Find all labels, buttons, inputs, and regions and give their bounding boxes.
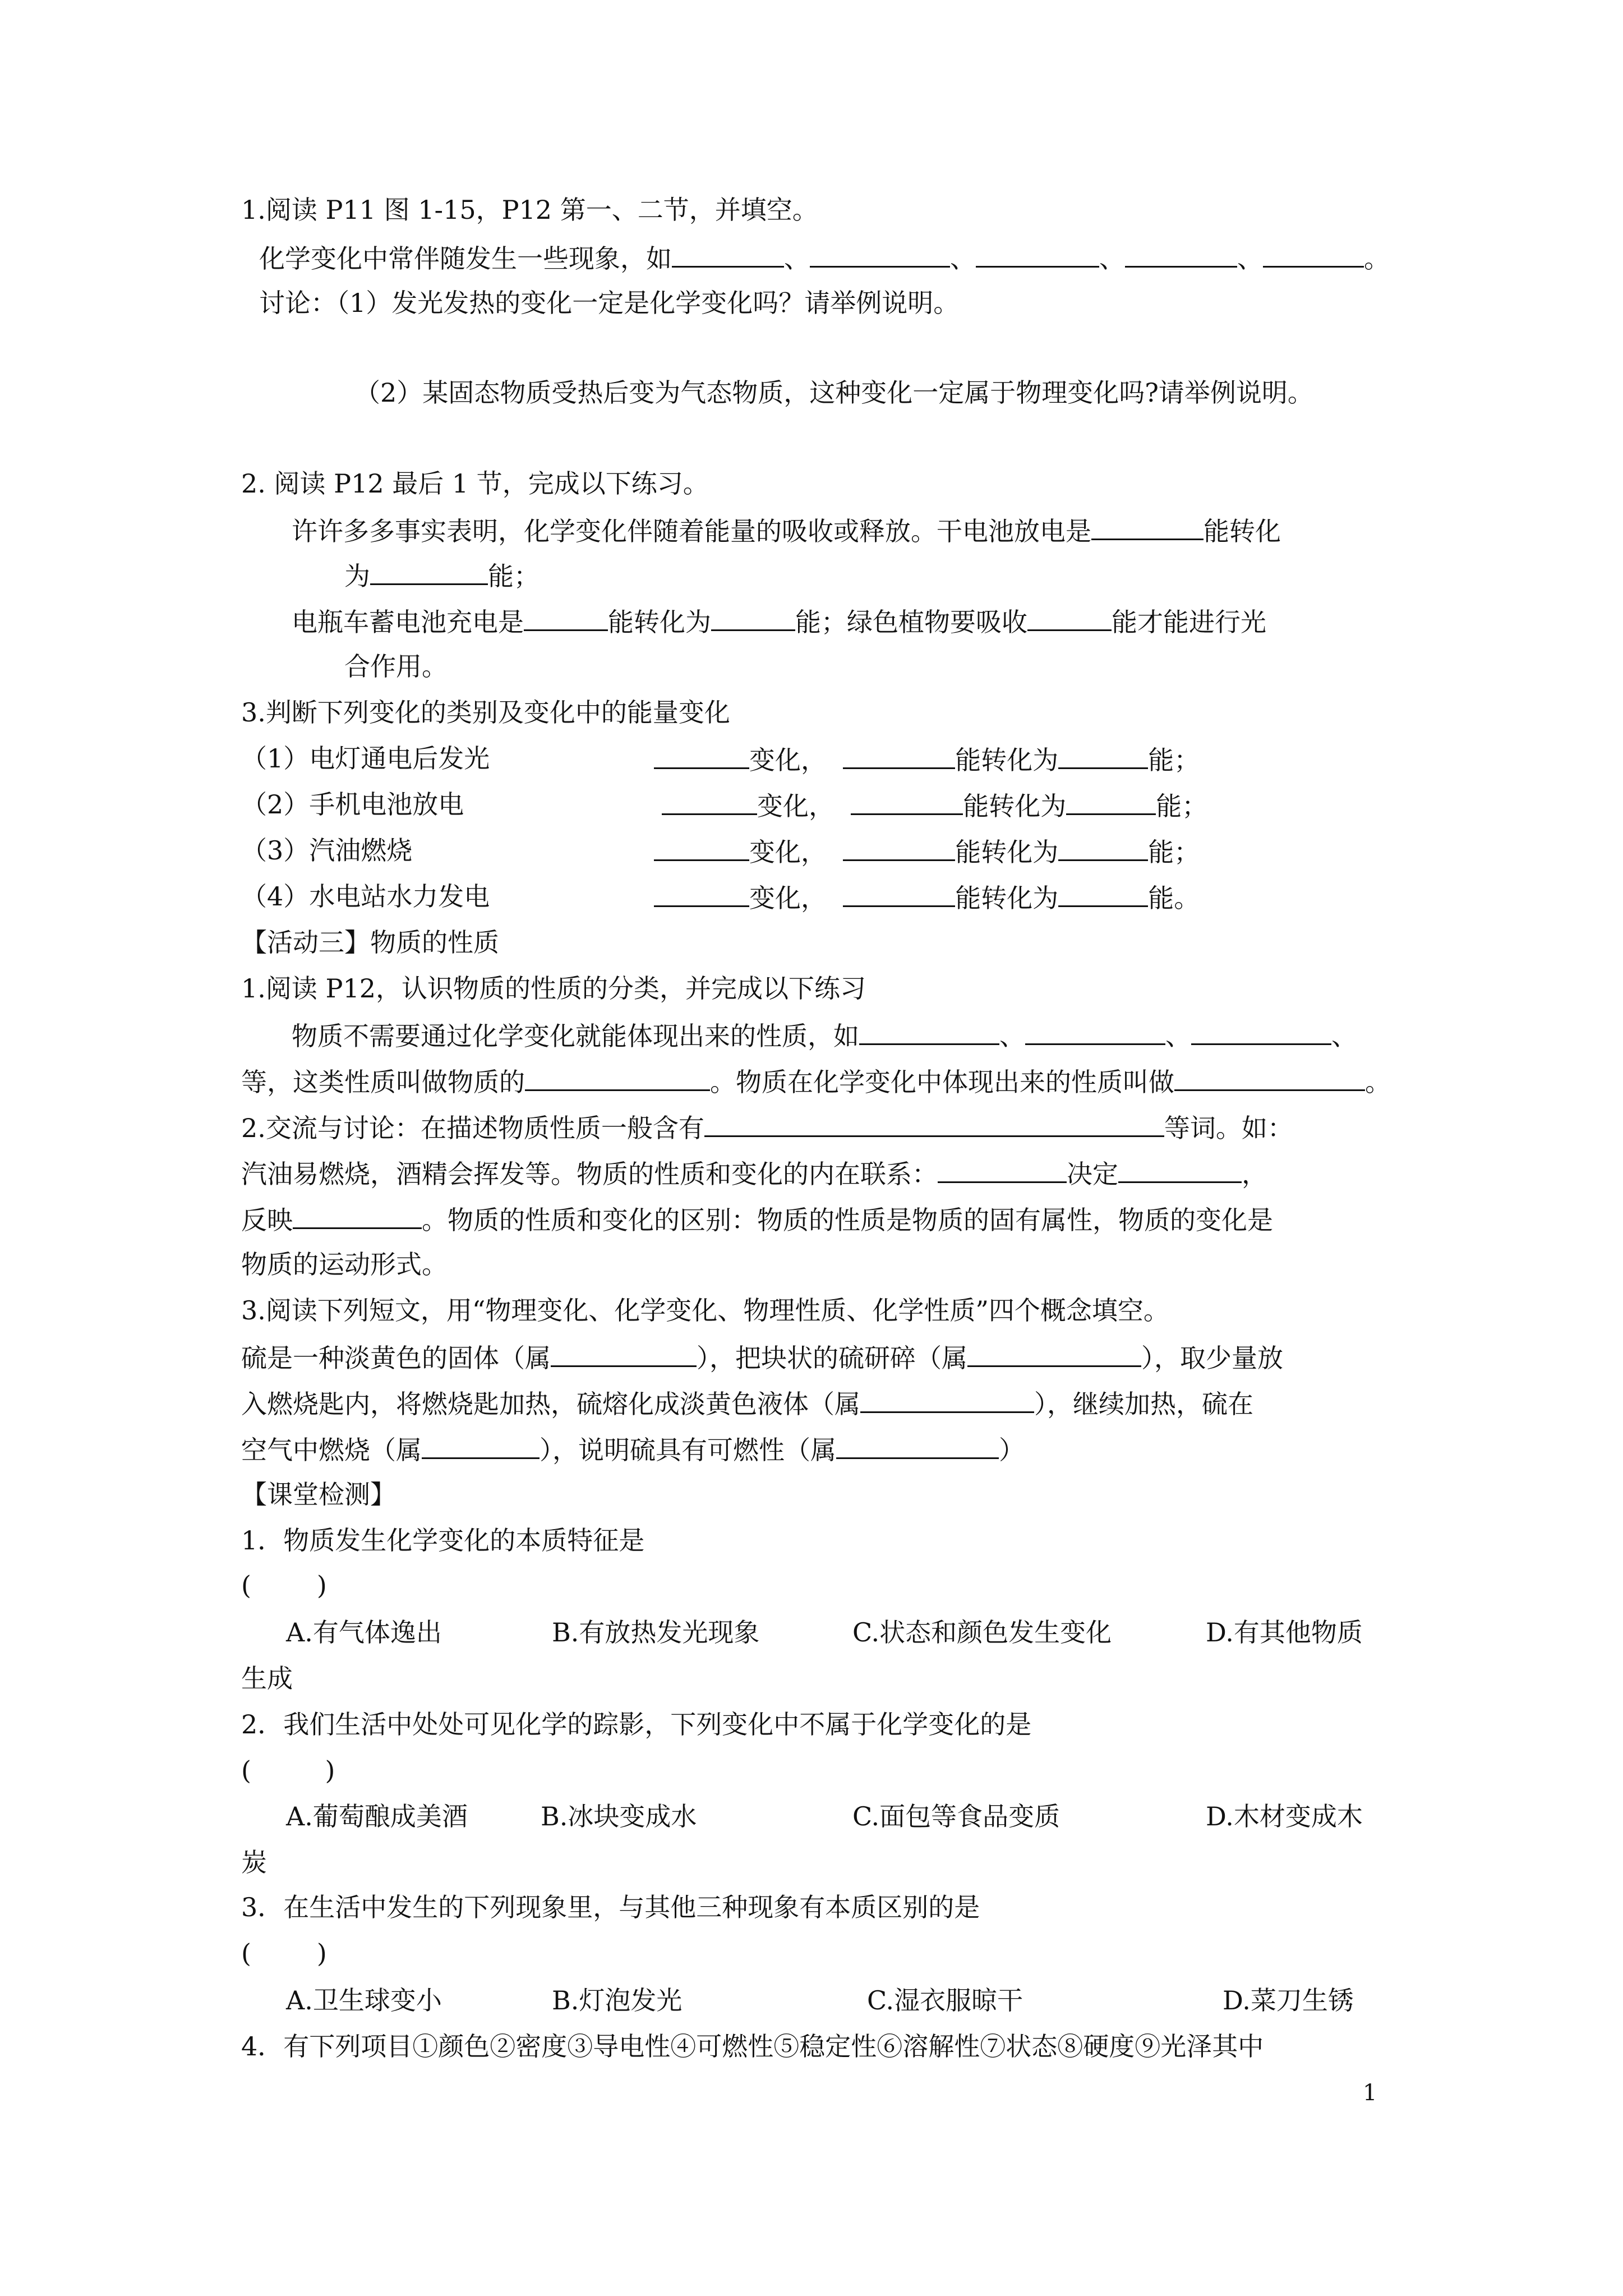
text-segment: （4）水电站水力发电 xyxy=(241,881,490,912)
text-line xyxy=(241,880,490,913)
text-segment: 物质不需要通过化学变化就能体现出来的性质，如 xyxy=(292,1021,859,1051)
text-line xyxy=(1206,1800,1363,1833)
text-segment: 为 xyxy=(344,561,370,591)
text-segment: 电瓶车蓄电池充电是 xyxy=(292,607,524,637)
text-segment: 、 xyxy=(1099,243,1125,274)
page-number: 1 xyxy=(1363,2080,1377,2106)
text-segment: （2）手机电池放电 xyxy=(241,789,464,820)
text-line xyxy=(241,1248,448,1281)
fill-in-blank[interactable] xyxy=(370,558,488,585)
text-line xyxy=(241,1846,267,1879)
text-line xyxy=(654,880,1200,913)
fill-in-blank[interactable] xyxy=(654,742,749,769)
text-line xyxy=(241,1340,1283,1373)
text-line xyxy=(241,1432,1025,1465)
text-segment: C.状态和颜色发生变化 xyxy=(852,1617,1112,1648)
text-line xyxy=(541,1800,697,1833)
fill-in-blank[interactable] xyxy=(662,788,757,815)
fill-in-blank[interactable] xyxy=(1263,240,1364,268)
text-segment: ），继续加热，硫在 xyxy=(1034,1389,1253,1419)
fill-in-blank[interactable] xyxy=(843,834,955,861)
text-segment: D.菜刀生锈 xyxy=(1223,1985,1354,2016)
text-segment: 能； xyxy=(1148,837,1200,867)
text-line xyxy=(259,286,959,320)
text-line xyxy=(286,1984,442,2017)
text-line xyxy=(292,513,1281,546)
text-segment: 1.阅读 P11 图 1-15，P12 第一、二节，并填空。 xyxy=(241,195,818,225)
text-line xyxy=(344,558,540,591)
text-line xyxy=(662,788,1207,821)
text-segment: 3．在生活中发生的下列现象里，与其他三种现象有本质区别的是 xyxy=(241,1892,980,1922)
text-segment: 。 xyxy=(1364,243,1390,274)
text-line xyxy=(241,1524,644,1557)
fill-in-blank[interactable] xyxy=(1118,1156,1242,1183)
fill-in-blank[interactable] xyxy=(525,1064,710,1091)
text-segment: （3）汽油燃烧 xyxy=(241,835,413,866)
text-line xyxy=(241,1294,1169,1327)
fill-in-blank[interactable] xyxy=(704,1110,1164,1137)
text-segment: 反映 xyxy=(241,1205,293,1235)
fill-in-blank[interactable] xyxy=(551,1340,697,1367)
text-segment: 决定 xyxy=(1067,1159,1118,1189)
fill-in-blank[interactable] xyxy=(1058,742,1148,769)
text-segment: 、 xyxy=(950,243,976,274)
text-segment: 1.阅读 P12，认识物质的性质的分类，并完成以下练习 xyxy=(241,973,866,1004)
fill-in-blank[interactable] xyxy=(524,604,608,631)
text-segment: 能； xyxy=(1148,745,1200,775)
text-segment: A.有气体逸出 xyxy=(286,1617,442,1648)
text-segment: 、 xyxy=(1237,243,1263,274)
text-segment: 。物质的性质和变化的区别：物质的性质是物质的固有属性，物质的变化是 xyxy=(422,1205,1273,1235)
text-line xyxy=(241,1936,327,1970)
text-segment: ( ) xyxy=(241,1938,327,1968)
text-line xyxy=(241,193,818,227)
fill-in-blank[interactable] xyxy=(836,1432,999,1459)
text-segment: 4．有下列项目①颜色②密度③导电性④可燃性⑤稳定性⑥溶解性⑦状态⑧硬度⑨光泽其中 xyxy=(241,2031,1264,2062)
fill-in-blank[interactable] xyxy=(1066,788,1156,815)
text-line xyxy=(852,1800,1060,1833)
text-line xyxy=(241,1386,1253,1419)
fill-in-blank[interactable] xyxy=(1025,1018,1165,1045)
text-line xyxy=(241,1754,335,1787)
text-segment: 化学变化中常伴随发生一些现象，如 xyxy=(259,243,672,274)
fill-in-blank[interactable] xyxy=(654,880,749,907)
fill-in-blank[interactable] xyxy=(1174,1064,1365,1091)
text-segment: 2.交流与讨论：在描述物质性质一般含有 xyxy=(241,1113,704,1143)
text-segment: A.卫生球变小 xyxy=(286,1985,442,2016)
fill-in-blank[interactable] xyxy=(810,240,950,268)
text-segment: （2）某固态物质受热后变为气态物质，这种变化一定属于物理变化吗?请举例说明。 xyxy=(354,378,1313,408)
fill-in-blank[interactable] xyxy=(654,834,749,861)
text-segment: 等，这类性质叫做物质的 xyxy=(241,1067,525,1097)
text-segment: 2．我们生活中处处可见化学的踪影，下列变化中不属于化学变化的是 xyxy=(241,1709,1032,1740)
fill-in-blank[interactable] xyxy=(851,788,963,815)
text-segment: 能转化为 xyxy=(955,883,1059,913)
fill-in-blank[interactable] xyxy=(422,1432,540,1459)
text-segment: 许许多多事实表明，化学变化伴随着能量的吸收或释放。干电池放电是 xyxy=(292,516,1091,546)
fill-in-blank[interactable] xyxy=(1058,880,1148,907)
text-line xyxy=(241,467,709,500)
text-segment: 、 xyxy=(1165,1021,1191,1051)
text-segment: ( ) xyxy=(241,1755,335,1786)
text-line xyxy=(354,376,1313,409)
text-segment: C.湿衣服晾干 xyxy=(867,1985,1023,2016)
fill-in-blank[interactable] xyxy=(938,1156,1067,1183)
text-segment: 变化， xyxy=(749,883,843,913)
text-segment: 空气中燃烧（属 xyxy=(241,1435,422,1465)
text-line xyxy=(241,1568,327,1602)
text-segment: ），把块状的硫研碎（属 xyxy=(697,1343,967,1373)
text-segment: 能转化为 xyxy=(963,791,1067,821)
text-segment: 2. 阅读 P12 最后 1 节，完成以下练习。 xyxy=(241,468,709,499)
text-line xyxy=(292,604,1266,637)
text-segment: 能转化为 xyxy=(955,745,1059,775)
text-line xyxy=(292,1018,1357,1051)
text-line xyxy=(867,1984,1023,2017)
text-segment: ( ) xyxy=(241,1570,327,1600)
fill-in-blank[interactable] xyxy=(843,742,955,769)
text-segment: D.有其他物质 xyxy=(1206,1617,1363,1648)
text-line xyxy=(654,742,1200,775)
fill-in-blank[interactable] xyxy=(293,1202,422,1229)
text-line xyxy=(344,650,448,683)
text-segment: 能才能进行光 xyxy=(1112,607,1266,637)
text-line xyxy=(241,1202,1273,1235)
fill-in-blank[interactable] xyxy=(1191,1018,1331,1045)
text-segment: 能； xyxy=(1156,791,1208,821)
text-segment: （1）电灯通电后发光 xyxy=(241,743,490,774)
text-line xyxy=(852,1616,1112,1649)
text-line xyxy=(286,1616,442,1649)
fill-in-blank[interactable] xyxy=(672,240,784,268)
text-line xyxy=(552,1616,759,1649)
text-segment: 变化， xyxy=(749,745,843,775)
text-segment: 3.判断下列变化的类别及变化中的能量变化 xyxy=(241,697,730,728)
text-segment: A.葡萄酿成美酒 xyxy=(286,1801,468,1832)
text-segment: 。物质在化学变化中体现出来的性质叫做 xyxy=(710,1067,1174,1097)
text-line xyxy=(241,1890,980,1924)
text-segment: 入燃烧匙内，将燃烧匙加热，硫熔化成淡黄色液体（属 xyxy=(241,1389,860,1419)
text-segment: 汽油易燃烧，酒精会挥发等。物质的性质和变化的内在联系： xyxy=(241,1159,938,1189)
text-line xyxy=(241,926,499,959)
fill-in-blank[interactable] xyxy=(1125,240,1237,268)
text-segment: 、 xyxy=(999,1021,1025,1051)
text-segment: 能转化为 xyxy=(955,837,1059,867)
text-segment: 1．物质发生化学变化的本质特征是 xyxy=(241,1525,645,1556)
text-line xyxy=(241,2030,1264,2063)
fill-in-blank[interactable] xyxy=(1091,513,1204,540)
text-segment: B.灯泡发光 xyxy=(552,1985,683,2016)
text-line xyxy=(241,1064,1391,1097)
text-line xyxy=(259,240,1390,274)
text-segment: ），说明硫具有可燃性（属 xyxy=(540,1435,836,1465)
text-segment: 能转化为 xyxy=(608,607,711,637)
text-line xyxy=(241,1662,293,1695)
text-segment: D.木材变成木 xyxy=(1206,1801,1363,1832)
text-segment: 能； xyxy=(488,561,540,591)
fill-in-blank[interactable] xyxy=(1058,834,1148,861)
fill-in-blank[interactable] xyxy=(859,1018,999,1045)
text-segment: 能。 xyxy=(1148,883,1200,913)
text-line xyxy=(241,1478,396,1511)
fill-in-blank[interactable] xyxy=(1027,604,1112,631)
text-segment: 能；绿色植物要吸收 xyxy=(795,607,1027,637)
fill-in-blank[interactable] xyxy=(843,880,955,907)
fill-in-blank[interactable] xyxy=(976,240,1099,268)
fill-in-blank[interactable] xyxy=(967,1340,1141,1367)
text-segment: 【课堂检测】 xyxy=(241,1479,396,1510)
text-line xyxy=(241,1156,1267,1189)
text-segment: 、 xyxy=(1331,1021,1357,1051)
text-line xyxy=(241,696,730,729)
text-segment: 物质的运动形式。 xyxy=(241,1249,448,1280)
text-segment: 能转化 xyxy=(1204,516,1281,546)
text-segment: 。 xyxy=(1365,1067,1391,1097)
fill-in-blank[interactable] xyxy=(860,1386,1034,1413)
text-segment: 变化， xyxy=(749,837,843,867)
text-line xyxy=(241,834,412,867)
text-line xyxy=(654,834,1200,867)
text-segment: 、 xyxy=(784,243,810,274)
text-segment: 3.阅读下列短文，用“物理变化、化学变化、物理性质、化学性质”四个概念填空。 xyxy=(241,1295,1169,1326)
text-segment: ） xyxy=(999,1435,1025,1465)
text-line xyxy=(241,742,490,775)
text-segment: ），取少量放 xyxy=(1141,1343,1283,1373)
text-line xyxy=(241,972,866,1005)
text-line xyxy=(1223,1984,1354,2017)
text-line xyxy=(241,788,464,821)
text-segment: 合作用。 xyxy=(344,651,448,682)
text-line xyxy=(241,1708,1031,1741)
text-segment: C.面包等食品变质 xyxy=(852,1801,1061,1832)
text-segment: 硫是一种淡黄色的固体（属 xyxy=(241,1343,551,1373)
text-line xyxy=(1206,1616,1363,1649)
text-line xyxy=(241,1110,1293,1143)
text-segment: ， xyxy=(1242,1159,1267,1189)
text-segment: 【活动三】物质的性质 xyxy=(241,927,499,958)
fill-in-blank[interactable] xyxy=(711,604,795,631)
text-segment: 讨论：（1）发光发热的变化一定是化学变化吗？请举例说明。 xyxy=(259,288,960,318)
text-line xyxy=(552,1984,682,2017)
text-line xyxy=(286,1800,468,1833)
text-segment: 炭 xyxy=(241,1847,267,1878)
text-segment: 等词。如： xyxy=(1164,1113,1293,1143)
text-segment: B.冰块变成水 xyxy=(541,1801,697,1832)
text-segment: B.有放热发光现象 xyxy=(552,1617,760,1648)
text-segment: 变化， xyxy=(757,791,851,821)
text-segment: 生成 xyxy=(241,1663,293,1694)
